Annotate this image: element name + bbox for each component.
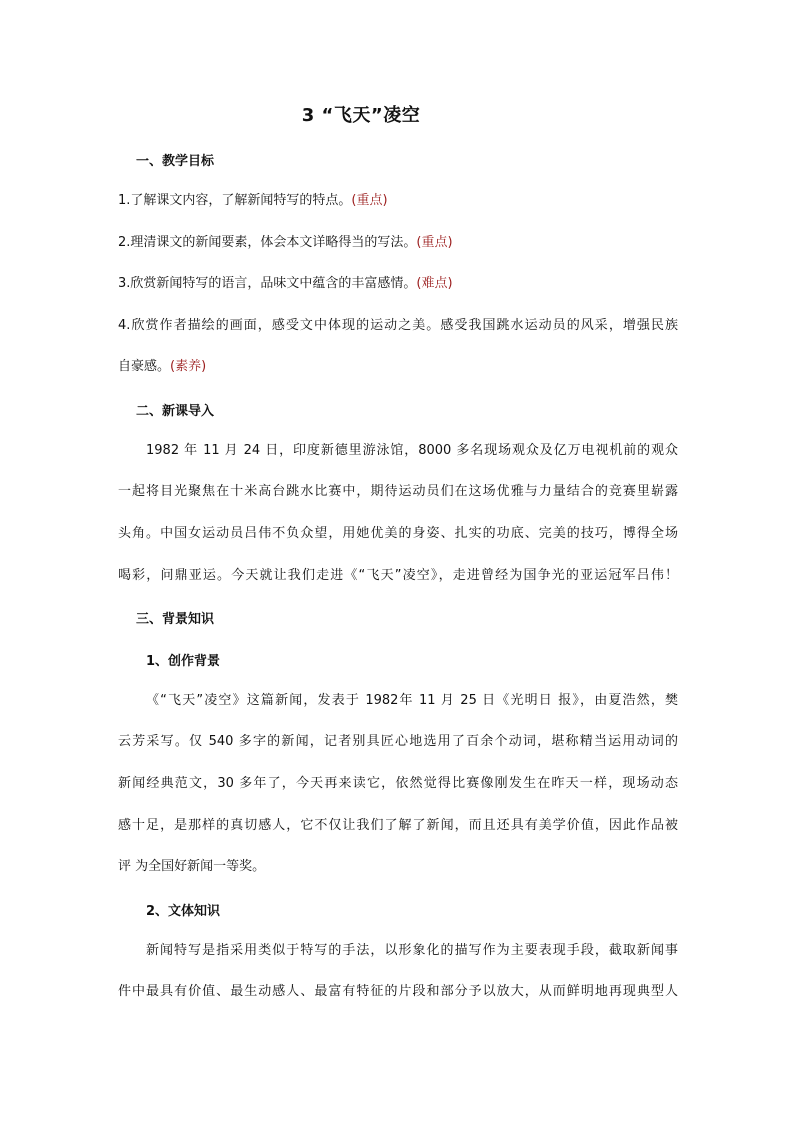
intro-line-3: 头角。中国女运动员吕伟不负众望，用她优美的身姿、扎实的功底、完美的技巧，博得全场 <box>118 526 678 541</box>
goal-tag: (难点) <box>416 276 453 291</box>
goal-tag: (重点) <box>351 193 388 208</box>
background-line-2: 云芳采写。仅 540 多字的新闻，记者别具匠心地选用了百余个动词，堪称精当运用动词的 <box>118 734 678 749</box>
goal-item-2: 2.理清课文的新闻要素，体会本文详略得当的写法。(重点) <box>118 235 453 250</box>
background-line-5: 评 为全国好新闻一等奖。 <box>118 859 266 874</box>
goal-item-4: 4.欣赏作者描绘的画面，感受文中体现的运动之美。感受我国跳水运动员的风采，增强民族 <box>118 318 678 333</box>
intro-line-2: 一起将目光聚焦在十米高台跳水比赛中，期待运动员们在这场优雅与力量结合的竞赛里崭露 <box>118 484 678 499</box>
background-line-4: 感十足，是那样的真切感人，它不仅让我们了解了新闻，而且还具有美学价值，因此作品被 <box>118 818 678 833</box>
goal-item-1: 1.了解课文内容，了解新闻特写的特点。(重点) <box>118 193 388 208</box>
goal-tag: (重点) <box>416 235 453 250</box>
goal-item-3: 3.欣赏新闻特写的语言，品味文中蕴含的丰富感情。(难点) <box>118 276 453 291</box>
section-heading-intro: 二、新课导入 <box>136 404 215 419</box>
subheading-creation-background: 1、创作背景 <box>146 654 221 669</box>
background-line-3: 新闻经典范文，30 多年了，今天再来读它，依然觉得比赛像刚发生在昨天一样，现场动态 <box>118 776 678 791</box>
genre-line-2: 件中最具有价值、最生动感人、最富有特征的片段和部分予以放大，从而鲜明地再现典型人 <box>118 984 678 999</box>
section-heading-background: 三、背景知识 <box>136 612 215 627</box>
goal-item-4-cont: 自豪感。(素养) <box>118 359 207 374</box>
goal-tag: (素养) <box>170 359 207 374</box>
intro-line-1: 1982 年 11 月 24 日，印度新德里游泳馆，8000 多名现场观众及亿万电视机前的观众 <box>146 443 678 458</box>
section-heading-goals: 一、教学目标 <box>136 154 215 169</box>
subheading-genre-knowledge: 2、文体知识 <box>146 904 221 919</box>
page-title: 3 “飞天”凌空 <box>301 105 421 126</box>
background-line-1: 《“飞天”凌空》这篇新闻，发表于 1982年 11 月 25 日《光明日 报》，由夏浩然，樊 <box>146 693 678 708</box>
intro-line-4: 喝彩，问鼎亚运。今天就让我们走进《“飞天”凌空》，走进曾经为国争光的亚运冠军吕伟！ <box>118 568 678 583</box>
genre-line-1: 新闻特写是指采用类似于特写的手法，以形象化的描写作为主要表现手段，截取新闻事 <box>146 943 678 958</box>
